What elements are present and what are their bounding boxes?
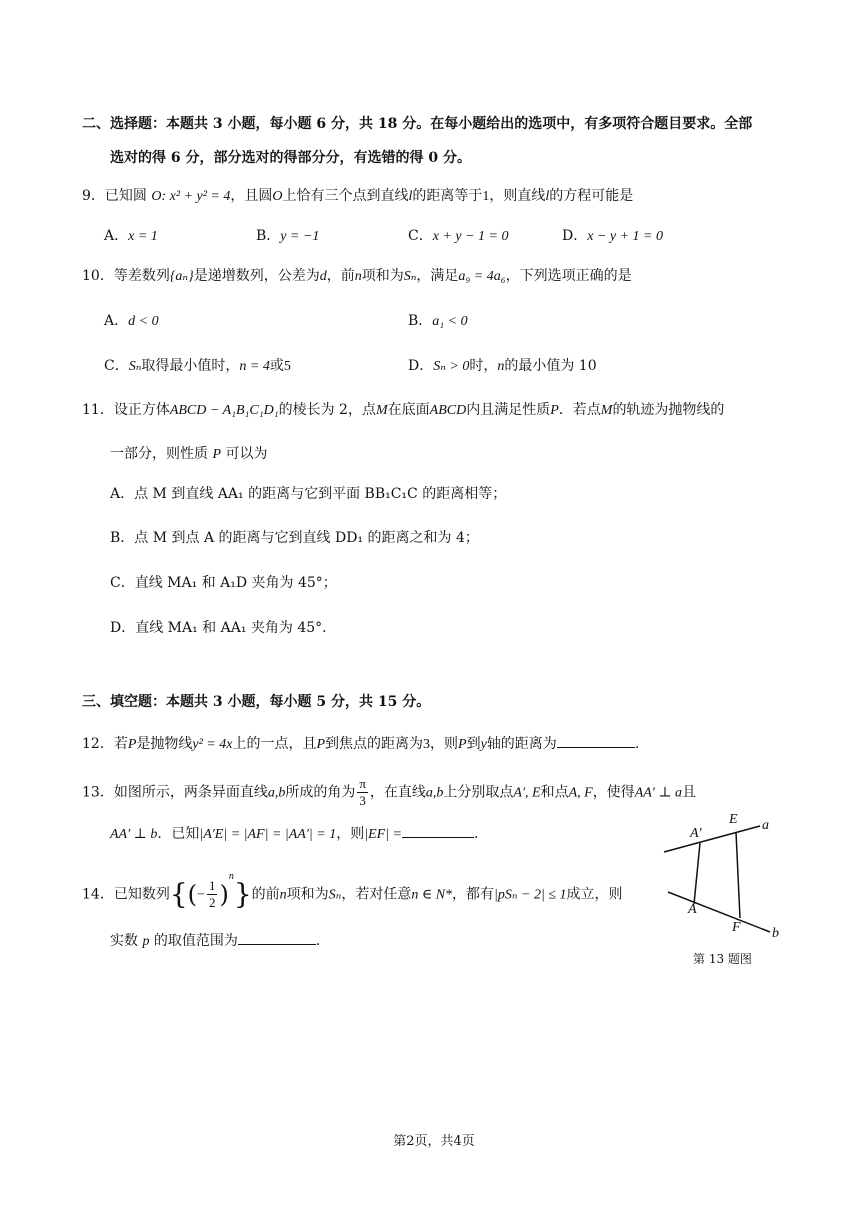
q14-text-1: 已知数列 [113,886,170,903]
q9-option-d-label: D． [562,228,588,244]
q9-option-b-label: B． [256,228,281,244]
q9-text-4: 的距离等于 [412,188,483,204]
q14-text-3: 项和为 [286,886,329,903]
q12-end: . [634,736,640,752]
q10-option-d-label: D． [408,358,434,374]
q9-option-c [408,226,509,247]
q10-option-b-text: a₁ < 0 [432,314,468,329]
section2-header-cont [110,148,471,168]
q9-distance: 1 [482,189,490,204]
q13-text-2: 所成的角为 [285,784,356,801]
q10-option-c-text: 取得最小值时， [141,358,240,374]
q10-text-6: ，下列选项正确的是 [505,268,632,284]
q11-option-d [110,618,336,638]
question-10 [82,266,632,287]
q9-option-d-text: x − y + 1 = 0 [587,229,664,244]
q11-text-4: 内且满足性质 [466,402,551,418]
q13-points-1: A′, E [513,785,541,801]
q9-text-6: 的方程可能是 [549,188,634,204]
q13-text-8: ．已知 [157,826,200,842]
q12-number: 12． [82,736,114,752]
q10-text-5: ，满足 [416,268,459,284]
q11-text-2: 的棱长为 2，点 [278,402,376,418]
q10-option-d [408,356,597,377]
q13-lines-ab: a,b [267,785,286,801]
question-9 [82,186,633,207]
q14-sn: Sₙ [328,887,342,903]
q9-line-l-2: l [545,189,550,204]
section2-header-line2: 选对的得 6 分，部分选对的得部分分，有选错的得 0 分。 [110,150,471,166]
q12-answer-blank[interactable] [557,733,635,748]
q11-line2b: 可以为 [225,446,268,462]
q10-text-3: ，前 [326,268,355,284]
question-11 [82,400,724,421]
q11-option-a-text: A．点 M 到直线 AA₁ 的距离与它到平面 BB₁C₁C 的距离相等； [110,486,507,502]
question-13-cont [110,823,478,845]
q14-left-paren: ( [187,880,198,909]
figure-caption: 第 13 题图 [693,952,752,966]
section3-header-text: 三、填空题：本题共 3 小题，每小题 5 分，共 15 分。 [82,694,431,710]
q13-text-6: ，使得 [592,784,635,801]
figure-line-b [668,892,770,932]
q13-number: 13． [82,784,114,801]
q9-option-b-text: y = −1 [280,229,320,244]
q9-text-1: 已知圆 [104,188,147,204]
q14-frac-den: 2 [208,895,216,910]
q10-n: n [354,269,362,284]
q10-option-d-text-1: 时， [469,358,498,374]
q11-line2: 一部分，则性质 [110,446,208,462]
figure-label-f: F [732,920,741,935]
q14-inequality: |pSₙ − 2| ≤ 1 [494,887,567,903]
figure-label-a: A [688,902,697,917]
q13-perp-1: AA′ ⊥ a [634,785,683,801]
q9-option-d [562,226,663,247]
q13-text-1: 如图所示，两条异面直线 [113,784,268,801]
q12-parabola: y² = 4x [192,737,233,752]
q14-fraction [207,878,218,911]
q12-point-p: P [127,737,137,752]
q9-line-l: l [408,189,413,204]
q9-number: 9． [82,188,105,204]
q13-text-3: ，在直线 [369,784,426,801]
q14-line2b: 的取值范围为 [153,933,238,949]
q9-circle-name-2: O [272,189,283,204]
q11-text-1: 设正方体 [113,402,170,418]
q14-right-brace: } [233,877,252,911]
q10-text-4: 项和为 [361,268,404,284]
figure-segment-ef [736,832,740,918]
q13-text-9: ，则 [336,826,365,842]
q13-known: |A′E| = |AF| = |AA′| = 1 [199,827,337,842]
question-14 [82,870,623,911]
q10-text-2: 是递增数列，公差为 [193,268,320,284]
q9-circle-name: O [151,189,162,204]
q10-sequence: {aₙ} [169,269,194,284]
page-footer: 第2页，共4页 [393,1134,475,1149]
section3-header [82,692,430,712]
q10-option-a-text: d < 0 [128,314,159,329]
question-13 [82,776,696,809]
q11-option-b-text: B．点 M 到点 A 的距离与它到直线 DD₁ 的距离之和为 4； [110,530,479,546]
q12-text-5: ，则 [430,736,459,752]
q13-frac-den: 3 [359,793,366,808]
q13-points-2: A, F [568,785,593,801]
q12-text-3: 上的一点，且 [232,736,317,752]
q13-ef: |EF| = [364,827,402,842]
figure-segment-aa-prime [694,843,700,904]
q10-option-c [104,356,291,377]
q14-p: p [142,934,150,949]
q13-text-5: 和点 [540,784,569,801]
figure-label-a-prime: A′ [690,826,702,841]
q10-option-d-text-2: 的最小值为 10 [504,358,597,374]
q14-minus: − [197,887,205,903]
q10-condition: a₉ = 4a₆ [458,269,506,284]
figure-label-a-line: a [762,818,769,833]
q14-text-4: ，若对任意 [341,886,412,903]
q14-text-6: 成立，则 [566,886,623,903]
q9-option-c-label: C． [408,228,433,244]
q11-number: 11． [82,402,114,418]
question-14-cont [110,930,320,952]
q13-frac-num: π [359,776,366,791]
q10-option-b-label: B． [408,313,433,329]
q11-option-b [110,528,479,548]
q11-option-a [110,484,506,504]
q13-perp-2: AA′ ⊥ b [110,827,158,842]
q10-option-c-or: 或 [269,358,284,374]
q10-sn: Sₙ [403,269,417,284]
section2-header-line1: 二、选择题：本题共 3 小题，每小题 6 分，共 18 分。在每小题给出的选项中，有多项符合题目要求。全部 [82,116,753,132]
q11-property-p: P [550,403,559,418]
q14-number: 14． [82,886,114,903]
q14-n: n [279,887,287,903]
figure-line-a [664,826,760,852]
q12-text-2: 是抛物线 [136,736,193,752]
q14-condition: n ∈ N* [411,887,453,903]
q14-line2: 实数 [110,933,138,949]
section2-header [82,114,752,134]
q12-text-4: 到焦点的距离为 [325,736,424,752]
question-12 [82,733,639,755]
q13-lines-ab-2: a,b [425,785,444,801]
q9-option-a-text: x = 1 [128,229,158,244]
q10-option-b [408,311,468,332]
q10-option-c-label: C． [104,358,129,374]
q14-right-paren: ) [219,880,229,909]
q9-text-3: 上恰有三个点到直线 [282,188,409,204]
q14-end: . [315,933,321,949]
q10-option-d-n: n [497,359,505,374]
q14-answer-blank[interactable] [238,930,316,945]
q13-text-4: 上分别取点 [443,784,514,801]
q12-point-p-3: P [458,737,467,752]
q14-frac-num: 1 [208,878,216,893]
q10-d: d [319,269,327,284]
q11-option-c [110,573,337,593]
q11-text-3: 在底面 [387,402,430,418]
q10-option-c-five: 5 [283,359,291,374]
q10-text-1: 等差数列 [113,268,170,284]
q10-option-a [104,311,159,332]
q13-end: . [473,826,479,842]
q12-text-6: 到 [466,736,481,752]
q11-text-6: 的轨迹为抛物线的 [612,402,725,418]
q14-exponent: n [228,870,234,882]
figure-label-e: E [729,812,738,827]
q9-text-5: ，则直线 [489,188,546,204]
q12-distance: 3 [423,737,431,752]
q11-option-d-text: D．直线 MA₁ 和 AA₁ 夹角为 45°． [110,620,337,636]
q10-number: 10． [82,268,114,284]
q9-circle-equation: : x² + y² = 4 [161,189,231,204]
q12-point-p-2: P [316,737,326,752]
q11-point-m-2: M [600,403,613,418]
q13-angle-fraction [357,776,368,809]
q11-base: ABCD [429,403,467,418]
q11-point-m: M [375,403,388,418]
figure-label-b-line: b [772,926,779,941]
q9-option-c-text: x + y − 1 = 0 [432,229,509,244]
q13-text-7: 且 [682,784,697,801]
q14-left-brace: { [169,877,188,911]
q10-option-a-label: A． [104,313,129,329]
q14-text-2: 的前 [251,886,280,903]
q10-option-d-eq: Sₙ > 0 [433,359,470,374]
q11-property-p-2: P [212,447,222,462]
q14-text-5: ，都有 [452,886,495,903]
q10-option-c-eq: n = 4 [239,359,270,374]
q9-option-a [104,226,158,247]
q12-y: y [480,737,487,752]
q11-option-c-text: C．直线 MA₁ 和 A₁D 夹角为 45°； [110,575,337,591]
q11-text-5: ．若点 [558,402,601,418]
q9-text-2: ，且圆 [230,188,273,204]
q10-option-c-sn: Sₙ [128,359,142,374]
question-11-cont [110,444,267,465]
q12-text-1: 若 [113,736,128,752]
q12-text-7: 轴的距离为 [486,736,557,752]
q9-option-a-label: A． [104,228,129,244]
q13-answer-blank[interactable] [402,823,474,838]
q11-cube: ABCD − A₁B₁C₁D₁ [169,403,279,418]
q9-option-b [256,226,319,247]
